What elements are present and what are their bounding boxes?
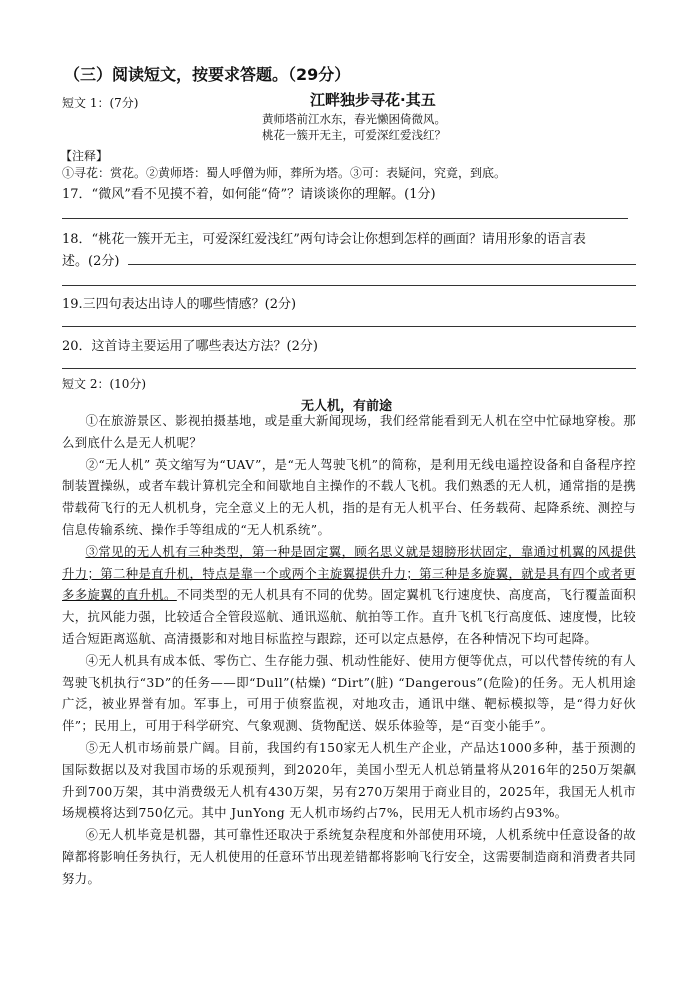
- paragraph-2: ②“无人机” 英文缩写为“UAV”，是“无人驾驶飞机”的简称，是利用无线电遥控设备和自备程序控制装置操纵，或者车载计算机完全和间歇地自主操作的不载人飞机。我们熟悉的无人机，通常指的是携带载荷飞行的无人机机身，完全意义上的无人机，指的是有无人机平台、任务载荷、起降系统、测控与信息传输系统、操作手等组成的“无人机系统”。: [62, 456, 636, 537]
- answer-line-17[interactable]: [62, 218, 628, 219]
- question-18-line1: 18．“桃花一簇开无主，可爱深红爱浅红”两句诗会让你想到怎样的画面？请用形象的语言表: [62, 232, 586, 247]
- poem-title: 江畔独步寻花·其五: [310, 91, 436, 109]
- article-title: 无人机，有前途: [301, 399, 393, 414]
- question-17: 17．“微风”看不见摸不着，如何能“倚”？请谈谈你的理解。(1分): [62, 187, 436, 202]
- paragraph-3-rest: 不同类型的无人机具有不同的优势。固定翼机飞行速度快、高度高，飞行覆盖面积大，抗风能力强，比较适合全管段巡航、通讯巡航、航拍等工作。直升飞机飞行高度低、速度慢，比较适合短距离巡航、高清摄影和对地目标监控与跟踪，还可以定点悬停，在各种情况下均可起降。: [62, 587, 636, 646]
- paragraph-1: ①在旅游景区、影视拍摄基地，或是重大新闻现场，我们经常能看到无人机在空中忙碌地穿梭。那么到底什么是无人机呢？: [62, 413, 636, 450]
- short2-label: 短文 2：(10分): [62, 377, 147, 391]
- question-18-line2: 述。(2分): [62, 254, 120, 269]
- note-header: 【注释】: [60, 149, 109, 163]
- poem-line-1: 黄师塔前江水东，春光懒困倚微风。: [262, 112, 446, 126]
- question-20: 20．这首诗主要运用了哪些表达方法？(2分): [62, 339, 318, 354]
- answer-line-18a[interactable]: [128, 264, 636, 265]
- poem-line-2: 桃花一簇开无主，可爱深红爱浅红？: [262, 128, 446, 142]
- section-title: （三）阅读短文，按要求答题。（29分）: [64, 65, 351, 84]
- answer-line-18b[interactable]: [62, 285, 636, 286]
- paragraph-5: ⑤无人机市场前景广阔。目前，我国约有150家无人机生产企业，产品达1000多种，基于预测的国际数据以及对我国市场的乐观预判，到2020年，美国小型无人机总销量将从2016年的250万架飙升到700万架，其中消费级无人机有430万架，另有270万架用于商业目的，2025年，我国无人机市场规模将达到750亿元。其中 JunYong 无人机市场约占7%，民用无人机市场约占93%。: [62, 739, 636, 821]
- question-19: 19.三四句表达出诗人的哪些情感？(2分): [62, 297, 297, 312]
- answer-line-19[interactable]: [62, 326, 636, 327]
- note-text: ①寻花：赏花。②黄师塔：蜀人呼僧为师，葬所为塔。③可：表疑问，究竟，到底。: [62, 166, 507, 180]
- paragraph-4: ④无人机具有成本低、零伤亡、生存能力强、机动性能好、使用方便等优点，可以代替传统的有人驾驶飞机执行“3D”的任务——即“Dull”(枯燥) “Dirt”(脏) “Dangerous”(危险)的任务。无人机用途广泛，被业界誉有加。军事上，可用于侦察监视，对地攻击，通讯中继、靶标模拟等，是“得力好伙伴”；民用上，可用于科学研究、气象观测、货物配送、娱乐体验等，是“百变小能手”。: [62, 652, 636, 734]
- answer-line-20[interactable]: [62, 368, 636, 369]
- paragraph-3: [62, 541, 636, 650]
- article-body: [62, 410, 636, 890]
- short1-label: 短文 1：(7分): [62, 96, 139, 110]
- paragraph-6: ⑥无人机毕竟是机器，其可靠性还取决于系统复杂程度和外部使用环境，人机系统中任意设备的故障都将影响任务执行，无人机使用的任意环节出现差错都将影响飞行安全，这需要制造商和消费者共同努力。: [62, 827, 636, 886]
- paragraph-3-underlined: ③常见的无人机有三种类型，第一种是固定翼，顾名思义就是翅膀形状固定，靠通过机翼的风提供升力；第二种是直升机，特点是靠一个或两个主旋翼提供升力；第三种是多旋翼，就是具有四个或者更多多旋翼的直升机。: [62, 543, 636, 603]
